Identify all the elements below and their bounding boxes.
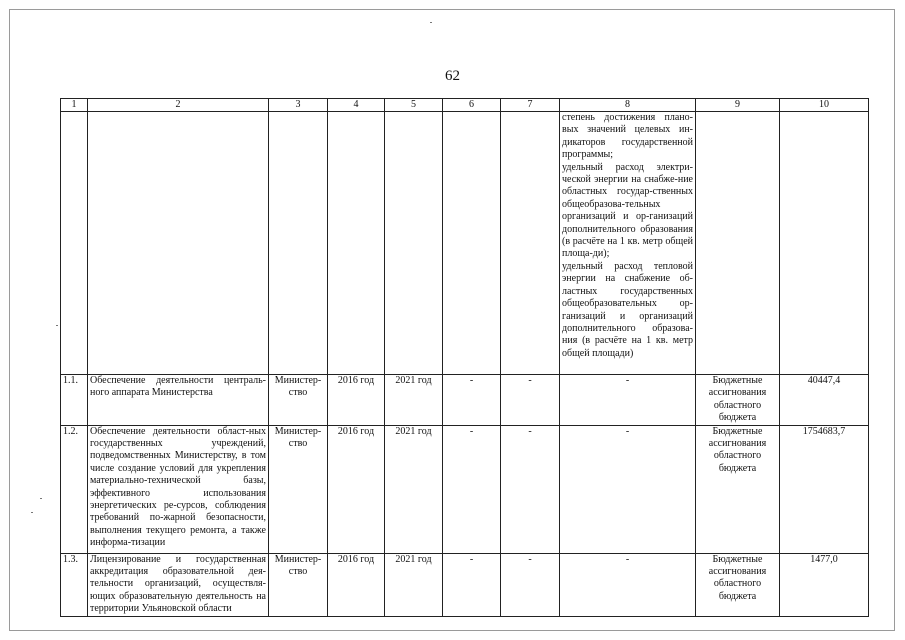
start-year: 2016 год <box>328 553 385 616</box>
executor: Министер-ство <box>269 425 328 553</box>
scan-speck <box>31 512 33 513</box>
table-row <box>61 425 869 553</box>
column-header: 7 <box>501 99 560 112</box>
cell-8: - <box>560 375 696 426</box>
column-header: 2 <box>88 99 269 112</box>
column-header: 9 <box>696 99 780 112</box>
cell-7: - <box>501 375 560 426</box>
cell-6: - <box>443 425 501 553</box>
executor: Министер-ство <box>269 553 328 616</box>
start-year: 2016 год <box>328 375 385 426</box>
column-header: 10 <box>780 99 869 112</box>
activity-name: Лицензирование и государственная аккредитация образовательной дея-тельности организаций, осуществля-ющих образовательную деятельность на территории Ульяновской области <box>88 553 269 616</box>
cell-8: - <box>560 425 696 553</box>
table-row <box>61 375 869 426</box>
column-header: 5 <box>385 99 443 112</box>
funding-source: Бюджетные ассигнования областного бюджета <box>696 425 780 553</box>
funding-amount: 40447,4 <box>780 375 869 426</box>
funding-amount: 1477,0 <box>780 553 869 616</box>
continuation-row <box>61 112 869 375</box>
scan-speck <box>40 498 42 499</box>
activity-name: Обеспечение деятельности област-ных государственных учреждений, подведомственных Министерству, в том числе создание условий для укрепления материально-технической базы, эффективного использования энергетических ре-сурсов, соблюдения требований по-жарной безопасности, выполнения текущего ремонта, а также информа-тизации <box>88 425 269 553</box>
indicators-cell: степень достижения плано-вых значений целевых ин-дикаторов государственной программы; удельный расход электри-ческой энергии на снабже-ние областных государ-ственных общеобразова-тельных организаций и ор-ганизаций дополнительного образования (в расчёте на 1 кв. метр общей площа-ди); удельный расход тепловой энергии на снабжение об-ластных государственных общеобразовательных ор-ганизаций и организаций дополнительного образова-ния (в расчёте на 1 кв. метр общей площади) <box>560 112 696 375</box>
funding-source: Бюджетные ассигнования областного бюджета <box>696 375 780 426</box>
column-number-row <box>61 99 869 112</box>
table-row <box>61 553 869 616</box>
cell-7: - <box>501 425 560 553</box>
executor: Министер-ство <box>269 375 328 426</box>
row-number: 1.1. <box>61 375 88 426</box>
column-header: 6 <box>443 99 501 112</box>
end-year: 2021 год <box>385 375 443 426</box>
funding-source: Бюджетные ассигнования областного бюджета <box>696 553 780 616</box>
column-header: 1 <box>61 99 88 112</box>
activity-name: Обеспечение деятельности централь-ного аппарата Министерства <box>88 375 269 426</box>
row-number: 1.2. <box>61 425 88 553</box>
program-table <box>60 98 869 617</box>
scan-speck <box>56 325 58 326</box>
end-year: 2021 год <box>385 425 443 553</box>
page-number: 62 <box>445 68 460 84</box>
scan-speck <box>430 22 432 23</box>
cell-8: - <box>560 553 696 616</box>
funding-amount: 1754683,7 <box>780 425 869 553</box>
cell-6: - <box>443 375 501 426</box>
start-year: 2016 год <box>328 425 385 553</box>
cell-7: - <box>501 553 560 616</box>
column-header: 8 <box>560 99 696 112</box>
column-header: 4 <box>328 99 385 112</box>
cell-6: - <box>443 553 501 616</box>
end-year: 2021 год <box>385 553 443 616</box>
column-header: 3 <box>269 99 328 112</box>
row-number: 1.3. <box>61 553 88 616</box>
